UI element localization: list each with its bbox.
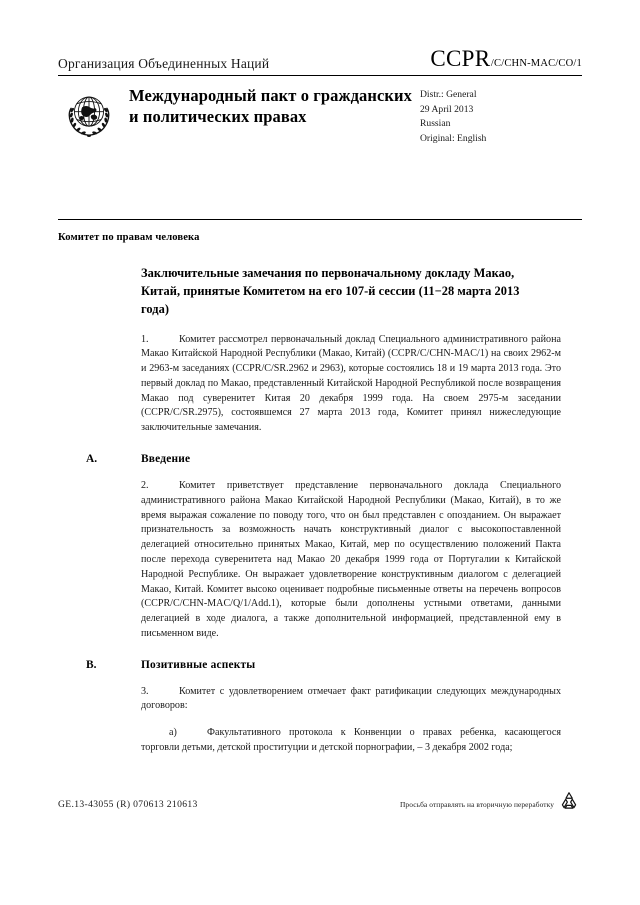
section-label: Позитивные аспекты xyxy=(141,658,256,671)
document-symbol-suffix: /C/CHN-MAC/CO/1 xyxy=(490,58,582,69)
distribution-date: 29 April 2013 xyxy=(420,103,474,115)
paragraph-2 xyxy=(141,479,561,642)
recycle-note-text: Просьба отправлять на вторичную переработку xyxy=(400,800,554,809)
paragraph-1 xyxy=(141,333,561,436)
distribution-type: Distr.: General xyxy=(420,89,477,100)
committee-name: Комитет по правам человека xyxy=(58,232,200,243)
document-symbol xyxy=(430,46,582,72)
paragraph-text: Комитет с удовлетворением отмечает факт ратификации следующих международных договоров: xyxy=(141,685,561,712)
header-divider-bottom xyxy=(58,219,582,220)
distribution-block xyxy=(420,88,582,146)
recycle-note xyxy=(400,795,580,814)
un-emblem-icon xyxy=(61,87,117,143)
masthead-top-row xyxy=(58,46,582,75)
section-heading-b xyxy=(58,659,582,671)
paragraph-text: Комитет рассмотрел первоначальный доклад Специального административного района Макао Китайской Народной Республики (Макао, Китай) (CCPR/C/CHN-MAC/1) на своих 2962-м и 2963-м заседаниях (CCPR/C/SR.2962 и 2963), которые состоялись 18 и 19 марта 2013 года. Это первый доклад по Макао, представленный Китайской Народной Республикой после возвращения Макао под суверенитет Китая 20 декабря 1999 года. На своем 2975-м заседании (CCPR/C/SR.2975), состоявшемся 27 марта 2013 года, Комитет принял нижеследующие заключительные замечания. xyxy=(141,333,561,434)
section-label: Введение xyxy=(141,453,191,466)
paragraph-3-item-a xyxy=(141,726,561,756)
page-title: Заключительные замечания по первоначальному докладу Макао, Китай, принятые Комитетом на его 107-й сессии (11−28 марта 2013 года) xyxy=(141,266,520,316)
paragraph-number: 3. xyxy=(141,685,149,697)
paragraph-3 xyxy=(141,685,561,715)
distribution-language: Russian xyxy=(420,118,451,130)
section-letter: A. xyxy=(86,453,98,466)
paragraph-number: 1. xyxy=(141,333,149,345)
organization-name: Организация Объединенных Наций xyxy=(58,56,270,71)
subitem-letter: a) xyxy=(169,727,177,739)
distribution-original: Original: English xyxy=(420,132,487,144)
subitem-text: Факультативного протокола к Конвенции о правах ребенка, касающегося торговли детьми, детской проституции и детской порнографии, – 3 декабря 2002 года; xyxy=(141,727,561,753)
document-reference-code: GE.13-43055 (R) 070613 210613 xyxy=(58,799,198,810)
paragraph-text: Комитет приветствует представление первоначального доклада Специального административного района Макао Китайской Народной Республики (Макао, Китай), в то же время выражая сожаление по поводу того, что он был представлен с опозданием. Он выражает признательность за возможность начать конструктивный диалог с высокопоставленной делегацией относительно принятых Макао, Китай, мер по осуществлению положений Пакта после перехода суверенитета над Макао 20 декабря 1999 года от Португалии к Китайской Народной Республике. Он выражает удовлетворение конструктивным диалогом с делегацией Макао, Китай. Комитет высоко оценивает подробные письменные ответы на перечень вопросов (CCPR/C/CHN-MAC/Q/1/Add.1), которые были дополнены устными ответами, данными делегацией в ходе диалога, а также дополнительной информацией, представленной ему в письменном виде. xyxy=(141,480,561,639)
section-heading-a xyxy=(58,453,582,465)
pact-title: Международный пакт о гражданских и политических правах xyxy=(129,86,412,127)
section-letter: B. xyxy=(86,658,97,671)
masthead-body xyxy=(58,76,582,146)
page-footer xyxy=(58,795,582,814)
document-body xyxy=(58,265,582,756)
recycling-symbol-icon xyxy=(558,790,580,814)
paragraph-number: 2. xyxy=(141,480,149,492)
document-symbol-main: CCPR xyxy=(430,46,491,71)
masthead xyxy=(58,46,582,146)
